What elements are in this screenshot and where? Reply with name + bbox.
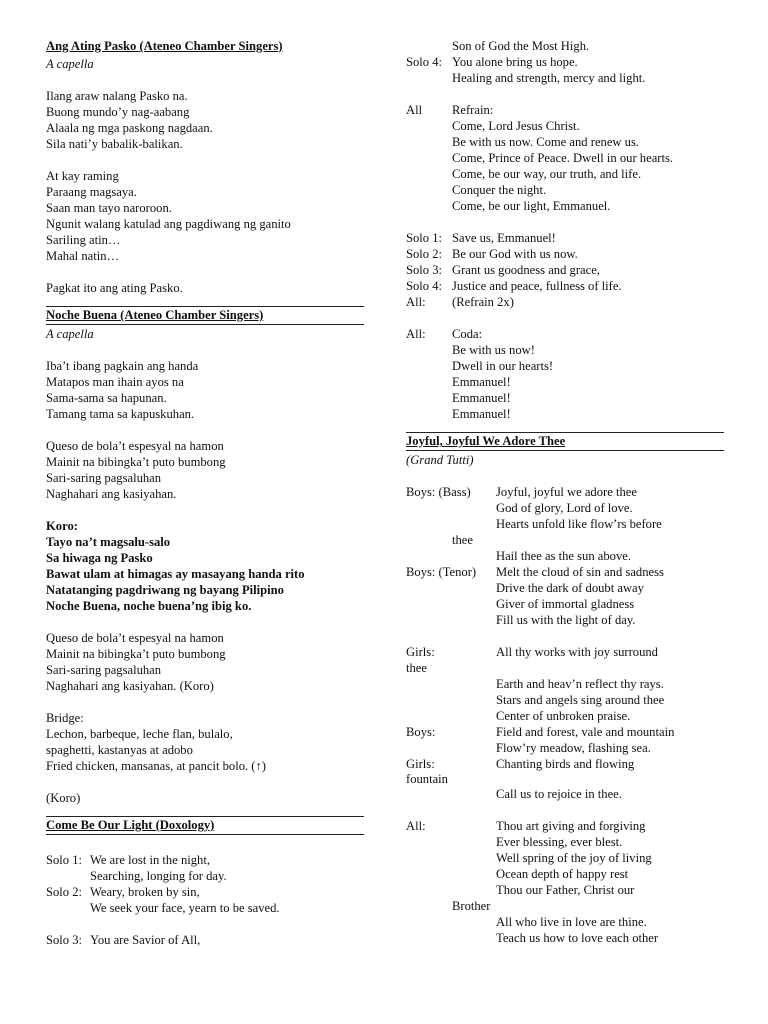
part-label: Solo 4: [406, 279, 443, 293]
lyric-line: Son of God the Most High. [452, 39, 590, 53]
lyric-line: Sari-saring pagsaluhan [46, 471, 162, 485]
song-title-text: Ang Ating Pasko (Ateneo Chamber Singers) [46, 39, 283, 53]
lyric-line: Come, be our way, our truth, and life. [452, 167, 642, 181]
right-column [406, 38, 724, 946]
lyric-line: Center of unbroken praise. [496, 709, 631, 723]
lyric-line: At kay raming [46, 169, 119, 183]
solo-block [46, 852, 364, 884]
part-label: Solo 1: [46, 853, 83, 867]
part-label: Boys: (Bass) [406, 485, 471, 499]
lyric-line: Matapos man ihain ayos na [46, 375, 184, 389]
lyric-line: Melt the cloud of sin and sadness [496, 565, 664, 579]
song-title-text: Come Be Our Light (Doxology) [46, 818, 215, 832]
part-label: Solo 4: [406, 55, 443, 69]
lyric-line: Lechon, barbeque, leche flan, bulalo, [46, 727, 233, 741]
lyric-line: Thou art giving and forgiving [496, 819, 646, 833]
lyric-line: Sari-saring pagsaluhan [46, 663, 162, 677]
koro-label: Koro: [46, 519, 78, 533]
lyric-line: Searching, longing for day. [90, 869, 227, 883]
lyric-line: spaghetti, kastanyas at adobo [46, 743, 193, 757]
lyric-line: Come, Lord Jesus Christ. [452, 119, 580, 133]
song-title-joyful-joyful [406, 433, 724, 451]
solo-block [406, 54, 724, 86]
refrain-block [406, 102, 724, 214]
lyric-line: Save us, Emmanuel! [452, 231, 556, 245]
lyric-line: Ngunit walang katulad ang pagdiwang ng ganito [46, 217, 291, 231]
lyric-line: Queso de bola’t espesyal na hamon [46, 631, 224, 645]
lyric-line: Naghahari ang kasiyahan. (Koro) [46, 679, 214, 693]
part-label: Boys: (Tenor) [406, 565, 477, 579]
stanza [46, 630, 364, 694]
solo-line [406, 262, 724, 278]
lyric-line: We are lost in the night, [90, 853, 210, 867]
part-label: Solo 1: [406, 231, 443, 245]
lyric-line: Refrain: [452, 103, 494, 117]
lyric-line: Iba’t ibang pagkain ang handa [46, 359, 199, 373]
lyric-line: Stars and angels sing around thee [496, 693, 665, 707]
lyric-line: Hail thee as the sun above. [496, 549, 631, 563]
solo-line [406, 230, 724, 246]
lyric-line-wrap: fountain [406, 772, 448, 786]
lyric-line: Pagkat ito ang ating Pasko. [46, 281, 183, 295]
stanza [46, 438, 364, 502]
song-title-noche-buena [46, 307, 364, 325]
koro-section [46, 518, 364, 614]
solo-block [46, 884, 364, 916]
lyric-line: Healing and strength, mercy and light. [452, 71, 646, 85]
solo-line [406, 294, 724, 310]
lyric-line: Come, be our light, Emmanuel. [452, 199, 611, 213]
lyric-line: Emmanuel! [452, 391, 511, 405]
part-label: All [406, 103, 423, 117]
song-subtitle: A capella [46, 57, 94, 71]
lyric-line: Giver of immortal gladness [496, 597, 635, 611]
lyric-line: Coda: [452, 327, 483, 341]
song-subtitle: (Grand Tutti) [406, 453, 474, 467]
lyric-line: Tamang tama sa kapuskuhan. [46, 407, 195, 421]
song-title-text: Joyful, Joyful We Adore Thee [406, 434, 566, 448]
lyric-line: Be with us now. Come and renew us. [452, 135, 640, 149]
lyric-line: Bawat ulam at himagas ay masayang handa rito [46, 567, 305, 581]
lyric-line: Sa hiwaga ng Pasko [46, 551, 153, 565]
lyric-line: Mainit na bibingka’t puto bumbong [46, 647, 226, 661]
lyric-line: Noche Buena, noche buena’ng ibig ko. [46, 599, 252, 613]
part-block-boys [406, 724, 724, 756]
lyric-line: All thy works with joy surround [496, 645, 658, 659]
lyric-line: Earth and heav’n reflect thy rays. [496, 677, 664, 691]
part-label: All: [406, 295, 426, 309]
lyric-line: (Koro) [46, 791, 81, 805]
left-column [46, 38, 364, 948]
lyric-line: Ilang araw nalang Pasko na. [46, 89, 188, 103]
lyric-line: Drive the dark of doubt away [496, 581, 644, 595]
part-label: Solo 3: [46, 933, 83, 947]
lyric-line: Emmanuel! [452, 407, 511, 421]
song-title-ang-ating-pasko [46, 38, 364, 55]
lyric-line: Mahal natin… [46, 249, 120, 263]
part-block-girls-2 [406, 756, 724, 772]
bridge-section [46, 710, 364, 774]
lyric-line: Paraang magsaya. [46, 185, 137, 199]
song-title-text: Noche Buena (Ateneo Chamber Singers) [46, 308, 264, 322]
lyric-line: Tayo na’t magsalu-salo [46, 535, 171, 549]
coda-block [406, 326, 724, 422]
lyric-line: Flow’ry meadow, flashing sea. [496, 741, 651, 755]
lyric-line: God of glory, Lord of love. [496, 501, 633, 515]
part-block-all [406, 818, 724, 898]
part-label: Boys: [406, 725, 436, 739]
lyric-line: Mainit na bibingka’t puto bumbong [46, 455, 226, 469]
solo-block [46, 932, 364, 948]
lyric-line: Saan man tayo naroroon. [46, 201, 172, 215]
lyric-line: Be with us now! [452, 343, 535, 357]
lyric-line: Emmanuel! [452, 375, 511, 389]
lyric-line: Conquer the night. [452, 183, 547, 197]
lyric-line: Thou our Father, Christ our [496, 883, 635, 897]
lyric-line: Grant us goodness and grace, [452, 263, 600, 277]
lyric-line: Come, Prince of Peace. Dwell in our hearts. [452, 151, 674, 165]
lyric-line: Hearts unfold like flow’rs before [496, 517, 662, 531]
lyric-line: Fried chicken, mansanas, at pancit bolo. (↑) [46, 759, 266, 773]
lyric-line: Bridge: [46, 711, 84, 725]
lyric-group [406, 914, 724, 946]
lyric-line: Field and forest, vale and mountain [496, 725, 675, 739]
song-title-come-be-our-light [46, 817, 364, 835]
stanza [46, 358, 364, 422]
part-block-bass [406, 484, 724, 532]
lyric-line: You are Savior of All, [90, 933, 201, 947]
lyric-line: (Refrain 2x) [452, 295, 514, 309]
part-label: All: [406, 327, 426, 341]
lyric-line: Ever blessing, ever blest. [496, 835, 623, 849]
lyric-line: Joyful, joyful we adore thee [496, 485, 637, 499]
lyric-line: Justice and peace, fullness of life. [452, 279, 622, 293]
lyric-line: Queso de bola’t espesyal na hamon [46, 439, 224, 453]
solo-line [406, 278, 724, 294]
lyric-line-wrap: thee [406, 661, 427, 675]
lyric-line: Ocean depth of happy rest [496, 867, 629, 881]
part-label: All: [406, 819, 426, 833]
lyric-group [406, 676, 724, 724]
lyric-line: Dwell in our hearts! [452, 359, 554, 373]
part-label: Girls: [406, 645, 435, 659]
solo-line [406, 246, 724, 262]
part-label: Solo 2: [46, 885, 83, 899]
lyric-line: Chanting birds and flowing [496, 757, 635, 771]
lyric-line: Fill us with the light of day. [496, 613, 636, 627]
part-label: Solo 2: [406, 247, 443, 261]
lyric-line: Be our God with us now. [452, 247, 578, 261]
lyric-line: Buong mundo’y nag-aabang [46, 105, 190, 119]
part-label: Girls: [406, 757, 435, 771]
lyric-line-wrap: Brother [452, 899, 491, 913]
lyric-line: Well spring of the joy of living [496, 851, 652, 865]
lyric-line: Natatanging pagdriwang ng bayang Pilipino [46, 583, 284, 597]
lyric-line: Naghahari ang kasiyahan. [46, 487, 177, 501]
lyric-line: Call us to rejoice in thee. [496, 787, 622, 801]
stanza [46, 168, 364, 264]
lyric-line: Alaala ng mga paskong nagdaan. [46, 121, 213, 135]
lyric-line: You alone bring us hope. [452, 55, 578, 69]
part-label: Solo 3: [406, 263, 443, 277]
lyric-line-wrap: thee [452, 533, 473, 547]
lyric-line: Weary, broken by sin, [90, 885, 200, 899]
lyric-line: We seek your face, yearn to be saved. [90, 901, 280, 915]
lyric-line: All who live in love are thine. [496, 915, 647, 929]
part-block-tenor [406, 564, 724, 628]
stanza [46, 88, 364, 152]
lyric-line: Sila nati’y babalik-balikan. [46, 137, 183, 151]
lyric-line: Teach us how to love each other [496, 931, 659, 945]
song-subtitle: A capella [46, 327, 94, 341]
part-block-girls [406, 644, 724, 660]
lyric-line: Sariling atin… [46, 233, 121, 247]
lyric-line: Sama-sama sa hapunan. [46, 391, 167, 405]
